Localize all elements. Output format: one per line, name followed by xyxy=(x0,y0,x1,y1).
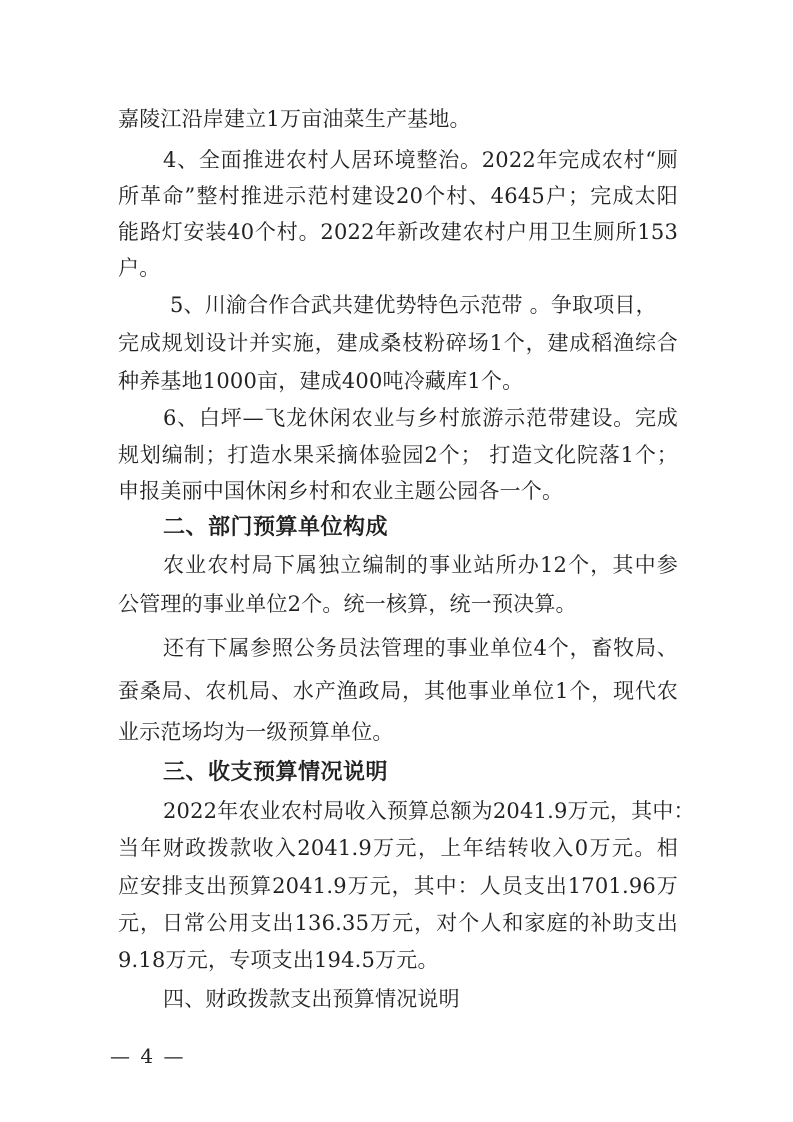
text-line: 当年财政拨款收入2041.9万元，上年结转收入0万元。相 xyxy=(118,836,678,860)
text-line: 户。 xyxy=(118,256,161,280)
text-line: 蚕桑局、农机局、水产渔政局，其他事业单位1个，现代农 xyxy=(118,679,678,703)
text-line: 农业农村局下属独立编制的事业站所办12个，其中参 xyxy=(163,553,678,577)
text-line: 所革命”整村推进示范村建设20个村、4645户；完成太阳 xyxy=(118,184,678,208)
text-line: 6、白坪—飞龙休闲农业与乡村旅游示范带建设。完成 xyxy=(163,406,678,430)
text-line: 4、全面推进农村人居环境整治。2022年完成农村“厕 xyxy=(163,148,678,172)
text-line: 9.18万元，专项支出194.5万元。 xyxy=(118,948,439,972)
text-line: 种养基地1000亩，建成400吨冷藏库1个。 xyxy=(118,369,524,393)
text-line: 还有下属参照公务员法管理的事业单位4个，畜牧局、 xyxy=(163,636,678,660)
text-line: 能路灯安装40个村。2022年新改建农村户用卫生厕所153 xyxy=(118,220,678,244)
text-line: 2022年农业农村局收入预算总额为2041.9万元，其中： xyxy=(163,799,695,823)
text-line: 应安排支出预算2041.9万元，其中：人员支出1701.96万 xyxy=(118,874,678,898)
section-heading: 三、收支预算情况说明 xyxy=(163,760,389,785)
text-line: 嘉陵江沿岸建立1万亩油菜生产基地。 xyxy=(118,107,471,131)
text-line: 元，日常公用支出136.35万元，对个人和家庭的补助支出 xyxy=(118,911,678,935)
text-line: 规划编制；打造水果采摘体验园2个； 打造文化院落1个； xyxy=(118,443,678,467)
text-line: 完成规划设计并实施，建成桑枝粉碎场1个，建成稻渔综合 xyxy=(118,331,678,355)
section-heading: 二、部门预算单位构成 xyxy=(163,515,389,540)
page-number: — 4 — xyxy=(110,1044,186,1068)
text-line: 申报美丽中国休闲乡村和农业主题公园各一个。 xyxy=(118,479,564,503)
text-line: 公管理的事业单位2个。统一核算，统一预决算。 xyxy=(118,592,577,616)
text-line: 5、川渝合作合武共建优势特色示范带 。争取项目， xyxy=(170,293,657,317)
section-heading-plain: 四、财政拨款支出预算情况说明 xyxy=(163,987,460,1011)
text-line: 业示范场均为一级预算单位。 xyxy=(118,720,394,744)
